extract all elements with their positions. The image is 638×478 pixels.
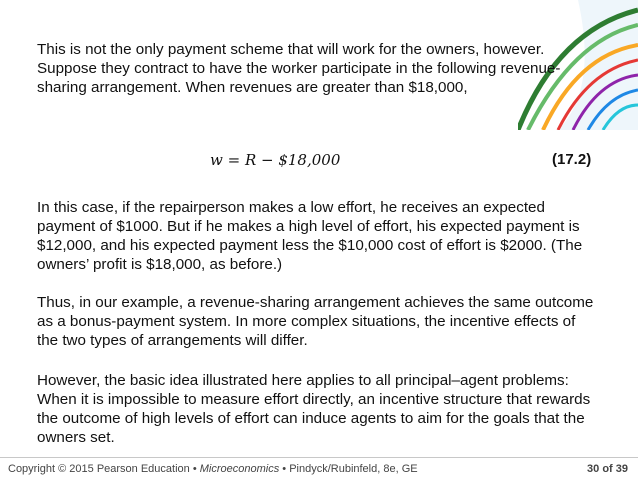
footer (8, 463, 418, 475)
paragraph-comparison: Thus, in our example, a revenue-sharing arrangement achieves the same outcome as a bonus-payment system. In more complex situations, the incentive effects of the two types of arrangements will differ. (37, 294, 594, 349)
equation-number: (17.2) (552, 151, 592, 168)
equation: w = R − $18,000 (210, 151, 341, 169)
footer-authors: • Pindyck/Rubinfeld, 8e, GE (282, 463, 418, 475)
page-number: 30 of 39 (587, 463, 628, 475)
paragraph-effort: In this case, if the repairperson makes a low effort, he receives an expected payment of $1000. But if he makes a high level of effort, his expected payment is $12,000, and his expected payment less the $10,000 cost of effort is $2000. (The owners’ profit is $18,000, as before.) (37, 199, 583, 273)
footer-copyright: Copyright © 2015 Pearson Education • (8, 463, 197, 475)
footer-book-title: Microeconomics (199, 463, 280, 475)
paragraph-conclusion: However, the basic idea illustrated here applies to all principal–agent problems: When it is impossible to measure effort directly, an incentive structure that rewards the outcome of high levels of effort can induce agents to aim for the goals that the owners set. (37, 372, 591, 446)
footer-divider (0, 457, 638, 458)
paragraph-intro: This is not the only payment scheme that will work for the owners, however. Suppose they contract to have the worker participate in the following revenue-sharing arrangement. When revenues are greater than $18,000, (37, 41, 561, 96)
